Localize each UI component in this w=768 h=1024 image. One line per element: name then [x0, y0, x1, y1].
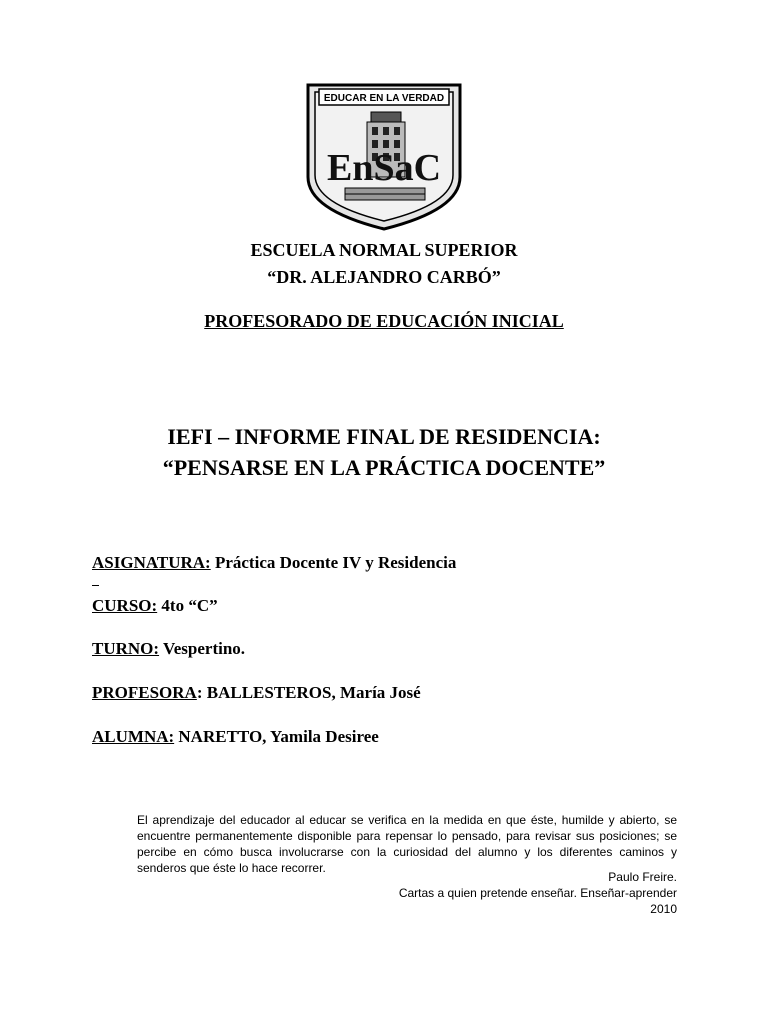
field-profesora-value: : BALLESTEROS, María José	[196, 683, 421, 702]
field-asignatura-value: Práctica Docente IV y Residencia	[214, 553, 457, 572]
field-alumna	[92, 727, 379, 747]
field-curso-value: 4to “C”	[161, 596, 218, 615]
report-title-line1: IEFI – INFORME FINAL DE RESIDENCIA:	[167, 424, 601, 449]
field-profesora	[92, 683, 421, 703]
report-title-line2: “PENSARSE EN LA PRÁCTICA DOCENTE”	[162, 455, 606, 480]
school-name-line1: ESCUELA NORMAL SUPERIOR	[250, 240, 518, 260]
field-curso-label: CURSO:	[92, 596, 158, 615]
field-curso	[92, 596, 218, 616]
stray-mark	[92, 585, 99, 586]
field-turno-value: Vespertino.	[163, 639, 246, 658]
quote-year: 2010	[650, 902, 677, 916]
school-logo	[305, 82, 463, 232]
field-profesora-label: PROFESORA	[92, 683, 197, 702]
field-turno-label: TURNO:	[92, 639, 160, 658]
field-turno	[92, 639, 245, 659]
logo-wordmark: EnSaC	[327, 147, 442, 189]
field-asignatura-label: ASIGNATURA:	[92, 553, 211, 572]
quote-author: Paulo Freire.	[608, 870, 677, 884]
epigraph-quote: El aprendizaje del educador al educar se verifica en la medida en que éste, humilde y abierto, se encuentre permanentemente disponible para repensar lo pensado, para revisar sus posiciones; se percibe en cómo busca involucrarse con la curiosidad del alumno y los diferentes caminos y senderos que éste lo hace recorrer.	[137, 813, 677, 875]
field-asignatura	[92, 553, 456, 573]
field-alumna-label: ALUMNA:	[92, 727, 175, 746]
field-alumna-value: NARETTO, Yamila Desiree	[178, 727, 379, 746]
school-name-line2: “DR. ALEJANDRO CARBÓ”	[267, 267, 501, 287]
logo-banner: EDUCAR EN LA VERDAD	[323, 93, 445, 104]
program-title: PROFESORADO DE EDUCACIÓN INICIAL	[204, 311, 564, 331]
quote-source: Cartas a quien pretende enseñar. Enseñar-aprender	[398, 886, 677, 900]
